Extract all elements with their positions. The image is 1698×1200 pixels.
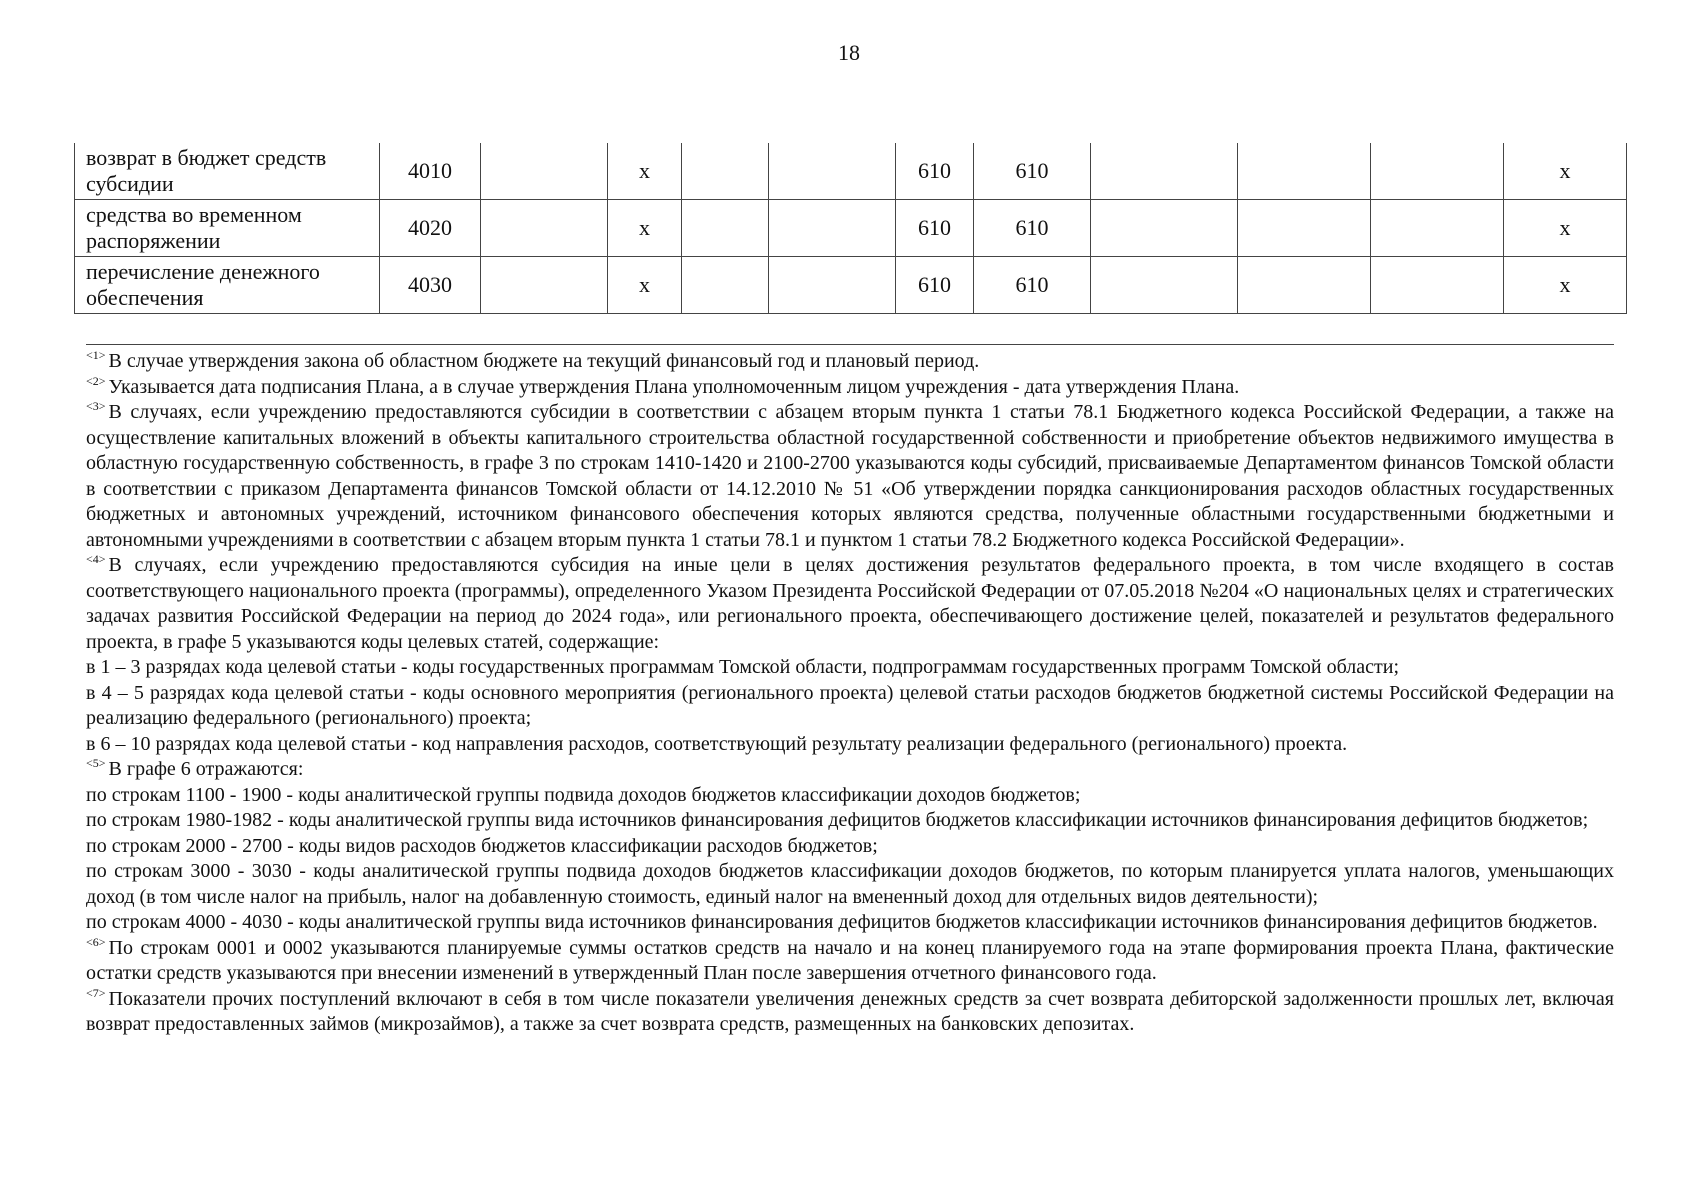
table-cell [1371, 200, 1504, 257]
footnote-paragraph [86, 783, 1614, 809]
table-cell: 4030 [380, 257, 481, 314]
footnote-text: по строкам 2000 - 2700 - коды видов расходов бюджетов классификации расходов бюджетов; [86, 834, 878, 857]
table-cell: x [1504, 257, 1627, 314]
table-cell [1238, 257, 1371, 314]
footnote-text: Указывается дата подписания Плана, а в случае утверждения Плана уполномоченным лицом учреждения - дата утверждения Плана. [108, 375, 1240, 398]
table-cell: 610 [974, 143, 1091, 200]
footnote-mark: <3> [86, 399, 106, 413]
footnote-mark: <7> [86, 985, 106, 1000]
table-cell: 610 [974, 200, 1091, 257]
table-cell [769, 143, 896, 200]
table-cell: x [1504, 200, 1627, 257]
footnote-text: по строкам 4000 - 4030 - коды аналитической группы вида источников финансирования дефицитов бюджетов классификации источников финансирования дефицитов бюджетов. [86, 911, 1598, 933]
footnote-mark: <1> [86, 348, 106, 362]
footnote-text: По строкам 0001 и 0002 указываются планируемые суммы остатков средств на начало и на конец планируемого года на этапе формирования проекта Плана, фактические остатки средств указываются при внесении изменений в утвержденный План после завершения отчетного финансового года. [86, 936, 1614, 984]
table-cell [481, 257, 608, 314]
table-row [75, 257, 1627, 314]
table-cell [1238, 200, 1371, 257]
table-cell [1091, 143, 1238, 200]
table-cell: 610 [974, 257, 1091, 314]
table-body [75, 143, 1627, 314]
table-cell [481, 200, 608, 257]
footnote-text: Показатели прочих поступлений включают в себя в том числе показатели увеличения денежных средств за счет возврата дебиторской задолженности прошлых лет, включая возврат предоставленных займов (микрозаймов), а также за счет возврата средств, размещенных на банковских депозитах. [86, 987, 1614, 1035]
page-number: 18 [838, 40, 860, 65]
table-cell: 4020 [380, 200, 481, 257]
table-cell: 4010 [380, 143, 481, 200]
footnote-paragraph [86, 936, 1614, 987]
footnote-text: В случаях, если учреждению предоставляются субсидии в соответствии с абзацем вторым пункта 1 статьи 78.1 Бюджетного кодекса Российской Федерации, а также на осуществление капитальных вложений в объекты капитального строительства областной государственной собственности и приобретение объектов недвижимого имущества в областную государственную собственность, в графе 3 по строкам 1410-1420 и 2100-2700 указываются коды субсидий, присваиваемые Департаментом финансов Томской области в соответствии с приказом Департамента финансов Томской области от 14.12.2010 № 51 «Об утверждении порядка санкционирования расходов областных государственных бюджетных и автономных учреждений, источником финансового обеспечения которых являются средства, полученные областными государственными бюджетными и автономными учреждениями в соответствии с абзацем вторым пункта 1 статьи 78.1 и пунктом 1 статьи 78.2 Бюджетного кодекса Российской Федерации». [86, 401, 1614, 551]
footnote-text: по строкам 1100 - 1900 - коды аналитической группы подвида доходов бюджетов классификации доходов бюджетов; [86, 783, 1081, 806]
table-cell [1091, 257, 1238, 314]
table-cell: 610 [896, 257, 974, 314]
footnote-paragraph [86, 400, 1614, 553]
footnote-paragraph [86, 910, 1614, 936]
table-cell: 610 [896, 200, 974, 257]
footnote-paragraph [86, 349, 1614, 375]
table-cell [1371, 143, 1504, 200]
table-cell [682, 257, 769, 314]
row-name-cell: возврат в бюджет средств субсидии [75, 143, 380, 200]
table-row [75, 143, 1627, 200]
table-cell [481, 143, 608, 200]
table-cell [769, 257, 896, 314]
table-cell [769, 200, 896, 257]
footnote-text: по строкам 1980-1982 - коды аналитической группы вида источников финансирования дефицитов бюджетов классификации источников финансирования дефицитов бюджетов; [86, 809, 1589, 831]
footnote-text: В графе 6 отражаются: [108, 758, 304, 780]
footnote-paragraph [86, 757, 1614, 783]
footnote-paragraph [86, 834, 1614, 860]
row-name-cell: перечисление денежного обеспечения [75, 257, 380, 314]
table-cell: x [608, 143, 682, 200]
table-cell [682, 200, 769, 257]
footnote-text: в 6 – 10 разрядах кода целевой статьи - код направления расходов, соответствующий результату реализации федерального (регионального) проекта. [86, 732, 1348, 755]
footnote-mark: <4> [86, 552, 106, 566]
footnote-mark: <2> [86, 373, 106, 388]
footnote-paragraph [86, 681, 1614, 732]
table-cell: 610 [896, 143, 974, 200]
table-cell [1091, 200, 1238, 257]
table-cell [1238, 143, 1371, 200]
footnote-paragraph [86, 375, 1614, 401]
footnote-paragraph [86, 859, 1614, 910]
footnotes [86, 344, 1614, 1038]
table-cell: x [608, 200, 682, 257]
table-cell [1371, 257, 1504, 314]
footnote-text: в 1 – 3 разрядах кода целевой статьи - коды государственных программам Томской области, подпрограммам государственных программ Томской области; [86, 656, 1400, 678]
footnote-paragraph [86, 732, 1614, 758]
budget-table [74, 143, 1627, 314]
table-cell [682, 143, 769, 200]
footnote-text: В случаях, если учреждению предоставляются субсидия на иные цели в целях достижения результатов федерального проекта, в том числе входящего в состав соответствующего национального проекта (программы), определенного Указом Президента Российской Федерации от 07.05.2018 №204 «О национальных целях и стратегических задачах развития Российской Федерации на период до 2024 года», или регионального проекта, обеспечивающего достижение целей, показателей и результатов федерального проекта, в графе 5 указываются коды целевых статей, содержащие: [86, 554, 1614, 653]
row-name-cell: средства во временном распоряжении [75, 200, 380, 257]
table-cell: x [608, 257, 682, 314]
footnote-paragraph [86, 553, 1614, 655]
footnote-paragraph [86, 987, 1614, 1038]
table-row [75, 200, 1627, 257]
footnote-paragraph [86, 655, 1614, 681]
footnote-text: в 4 – 5 разрядах кода целевой статьи - коды основного мероприятия (регионального проекта) целевой статьи расходов бюджетов бюджетной системы Российской Федерации на реализацию федерального (регионального) проекта; [86, 681, 1614, 729]
footnote-text: по строкам 3000 - 3030 - коды аналитической группы подвида доходов бюджетов классификации доходов бюджетов, по которым планируется уплата налогов, уменьшающих доход (в том числе налог на прибыль, налог на добавленную стоимость, единый налог на вмененный доход для отдельных видов деятельности); [86, 860, 1614, 908]
footnote-paragraph [86, 808, 1614, 834]
footnote-mark: <6> [86, 934, 106, 949]
footnote-mark: <5> [86, 756, 106, 770]
table-cell: x [1504, 143, 1627, 200]
footnote-text: В случае утверждения закона об областном бюджете на текущий финансовый год и плановый период. [108, 350, 980, 372]
